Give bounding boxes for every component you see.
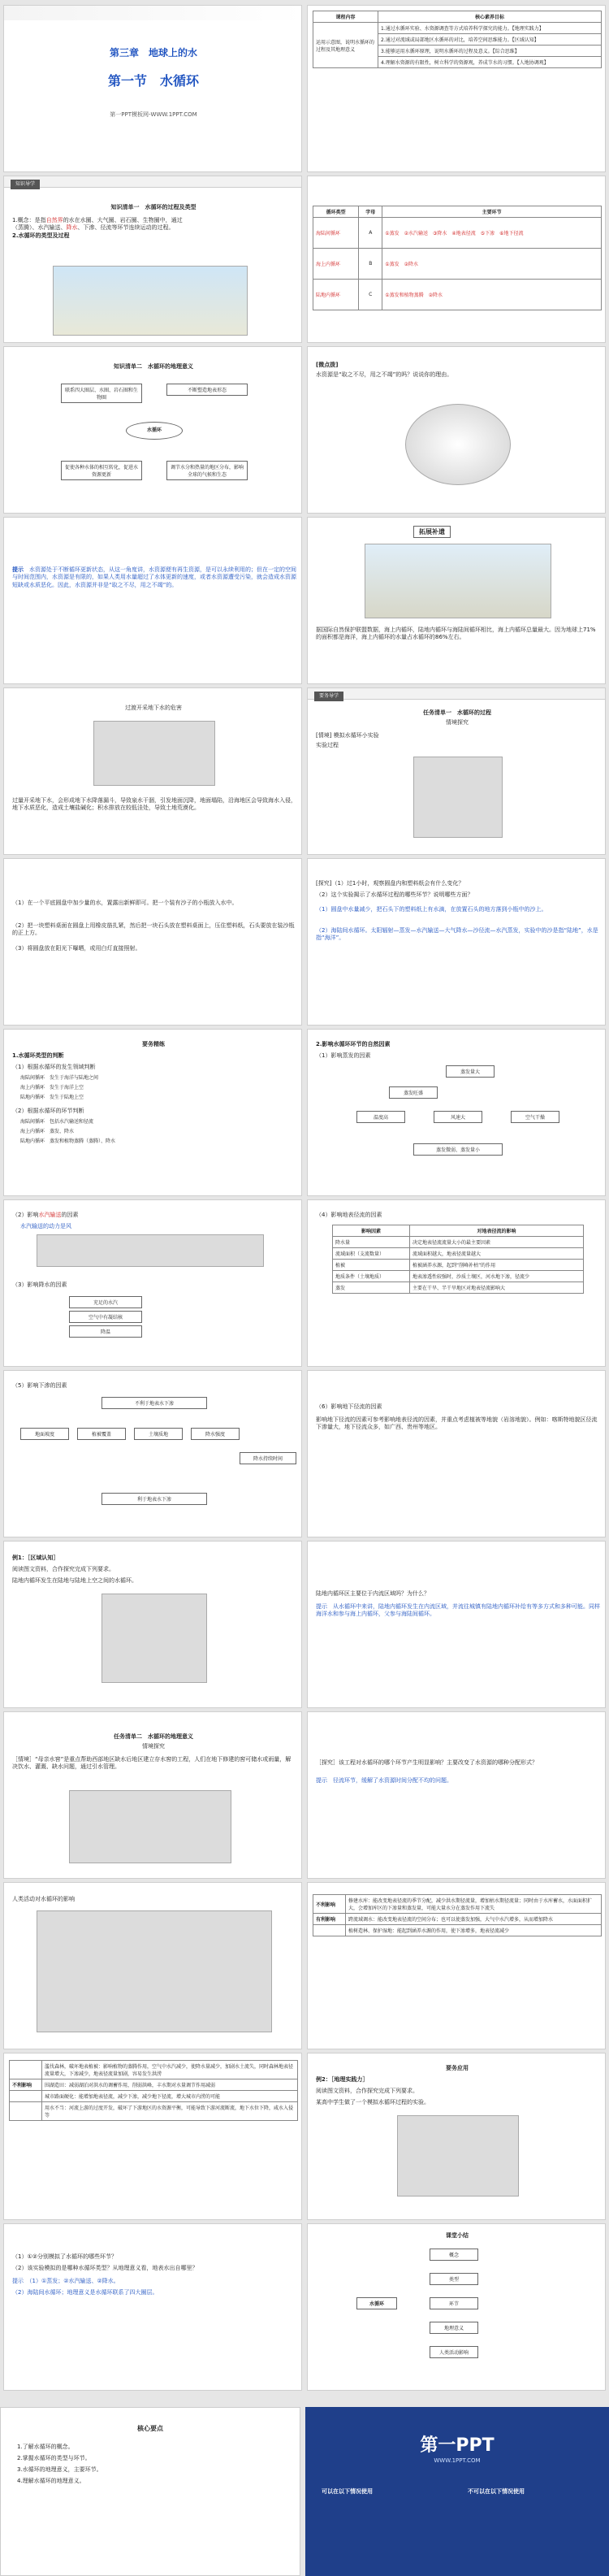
list-title: 知识清单二 水循环的地理意义	[114, 363, 193, 370]
experiment-image	[413, 757, 503, 838]
slide-evaporation	[307, 1029, 606, 1196]
goal-4: 4.理解水资源的有限性，树立科学的资源观，养成节水的习惯。【人地协调观】	[378, 57, 602, 68]
runoff-table: 影响因素 对地表径流的影响 降水量 决定地表径流流量大小的最主要因素 流域面积（支流数量） 流域面积越大，地表径流量越大 植被 植被涵养水源，起到“削峰补枯”的作用 地质条件（土壤地质） 地表渗透性较强时，沙质土壤区，河水地下渗，径流少 蒸发 主要在干旱、半干旱地区对地表径流影响大	[332, 1225, 584, 1294]
factor-soil: 土壤质地	[134, 1428, 183, 1440]
brand-logo: 第一PPT	[420, 2435, 495, 2456]
example-q1: 阅读图文资料，合作探究完成下列要求。	[12, 1566, 114, 1572]
judge-sub-2: （2）根据水循环的环节判断	[12, 1108, 84, 1114]
slide-groundwater-runoff	[307, 1370, 606, 1537]
slide-task-two-answer	[307, 1711, 606, 1879]
slide-extension	[307, 517, 606, 684]
slide-concept	[3, 176, 302, 343]
goal-2: 2.通过对流域或局部地区水循环的对比，培养空间思维能力。【区域认知】	[378, 34, 602, 46]
precip-title: （3）影响降水的因素	[12, 1281, 67, 1288]
a1: 提示 （1）①蒸发；②水汽输送、②降水。	[12, 2278, 119, 2284]
slide-task-one	[307, 687, 606, 855]
infiltration-title: （5）影响下渗的因素	[12, 1382, 67, 1389]
impact-title: 人类活动对水循环的影响	[12, 1896, 75, 1902]
scene-text: ［情境］“母亲水窖”是重点帮助西部地区缺水后地区建立存水窖的工程，人们在地下修建的窖可储水或雨量，解决饮水、灌溉、缺水问题，通过引水管理。	[12, 1756, 292, 1771]
q1: （1）①②分别模拟了水循环的哪些环节？	[12, 2253, 118, 2260]
slide-objectives	[307, 5, 606, 172]
slide-example-1	[3, 1541, 302, 1708]
section-title: 第一节 水循环	[107, 73, 199, 89]
slide-task-two	[3, 1711, 302, 1879]
core-title: 核心要点	[137, 2425, 163, 2432]
task-title: 任务清单一 水循环的过程	[423, 709, 491, 716]
node-wind: 风速大	[434, 1111, 482, 1123]
usage-allowed: 可以在以下情况使用	[322, 2488, 373, 2495]
node-unfavorable: 不利于地表水下渗	[102, 1397, 207, 1409]
core-3: 3.水循环的地理意义，主要环节。	[17, 2466, 102, 2473]
footer-row	[0, 2407, 609, 2576]
key-head: 要务精练	[142, 1041, 165, 1047]
summary-title: 课堂小结	[446, 2232, 469, 2239]
row-3: 陆地内循环 发生于陆地上空	[20, 1095, 84, 1100]
row-1: 海陆间循环 发生于海洋与陆地之间	[20, 1075, 99, 1081]
task-sub: 情境探究	[446, 719, 469, 726]
slide-transport-precip	[3, 1199, 302, 1367]
box-resource: 促使各种水体的相互转化，促进水资源更新	[61, 461, 142, 480]
factors-title: 2.影响水循环环节的自然因素	[316, 1041, 391, 1047]
type-land: 陆地内循环	[313, 280, 359, 310]
slide-brand	[305, 2407, 609, 2576]
gw-title: （6）影响地下径流的因素	[316, 1403, 382, 1410]
answer-text: 提示 水资源处于不断循环更新状态，从这一角度讲，水资源便有再生资源，是可以永续利用的；但在一定的空间与时间范围内，水资源是有限的，如果人类用水量超过了水体更新的速度，或者水资源遭受污染，就会造成水资源短缺或水质恶化。因此，水资源并非是“取之不尽，用之不竭”的。	[12, 566, 296, 588]
task-title: 任务清单二 水循环的地理意义	[114, 1733, 193, 1740]
row-5: 海上内循环 蒸发、降水	[20, 1129, 75, 1134]
node-nuclei: 空气中有凝结核	[69, 1311, 142, 1323]
section-tag: 要务导学	[314, 692, 343, 701]
step-3: （3）将圆盘放在阳光下曝晒，或用白灯直接照射。	[12, 945, 141, 952]
water-cycle-diagram	[53, 266, 248, 336]
goal-3: 3.能够运用水循环原理，说明水循环的过程及意义。【综合思维】	[378, 46, 602, 57]
summary-significance: 地理意义	[430, 2322, 478, 2334]
slide-core-points	[0, 2407, 300, 2576]
example-q2: 某高中学生做了一个模拟水循环过程的实验。	[316, 2099, 430, 2105]
cycle-types-table: 循环类型 字母 主要环节 海陆间循环 A ①蒸发 ②水汽输送 ③降水 ④地表径流 ⑤下渗 ⑥地下径流 海上内循环 B ①蒸发 ②降水 陆地内循环 C ①蒸发和植物蒸腾 ②降水	[313, 206, 602, 310]
transport-text: 水汽输送的动力是风	[20, 1223, 71, 1229]
node-evap-weak: 蒸发微弱、蒸发量小	[413, 1143, 503, 1156]
summary-center: 水循环	[356, 2297, 397, 2309]
evap-title: （1）影响蒸发的因素	[316, 1052, 371, 1059]
groundwater-text: 过量开采地下水，会形成地下水降落漏斗，导致泉水干涸，引发地面沉降，地面塌陷，沿海地区会导致海水入侵，地下水质恶化，造成土壤盐碱化；积水排放在较低洼处，导致土地荒漠化。	[12, 797, 296, 812]
summary-types: 类型	[430, 2273, 478, 2285]
q2: （2）该实验模拟的是哪种水循环类型？从地理意义看，地表水出自哪里？	[12, 2265, 198, 2271]
col-course: 课程内容	[313, 11, 378, 23]
gw-text: 影响地下径流的因素可参考影响地表径流的因素，并重点考虑植被等地貌（岩溶地貌）。例如：喀斯特地貌区径流下渗量大，地下径流众多，如广西、贵州等地区。	[316, 1416, 598, 1431]
example-q1: 阅读图文资料，合作探究完成下列要求。	[316, 2088, 418, 2094]
question-2: （2）这个实验揭示了水循环过程的哪些环节？说明哪些方面？	[316, 891, 473, 898]
answer-2: （2）海陆间水循环。太阳辐射—蒸发—水汽输送—大气降水—沙径流—水汽蒸发，实验中的沙是指“陆地”，水是指“海洋”。	[316, 927, 598, 942]
slide-summary	[307, 2223, 606, 2391]
slide-runoff	[307, 1199, 606, 1367]
core-4: 4.理解水循环的地理意义。	[17, 2478, 85, 2484]
usage-forbidden: 不可以在以下情况使用	[468, 2488, 525, 2495]
tip-question: 水资源是“取之不尽，用之不竭”的吗？说说你的理由。	[316, 371, 453, 378]
top-deco	[4, 6, 302, 20]
answer-1: （1）圆盘中水量减少，把石头下的塑料纸上有水滴，在放置石头的地方落到小瓶中的沙上。	[316, 906, 547, 913]
row-6: 陆地内循环 蒸发和植物蒸腾（蒸腾）、降水	[20, 1138, 116, 1144]
transport-diagram	[37, 1234, 264, 1267]
tip-head: [微点拨]	[316, 362, 339, 368]
factor-duration: 降水持续时间	[240, 1452, 296, 1464]
task-answer: 提示 径流环节，缓解了水资源时间分配不均的问题。	[316, 1777, 452, 1784]
row-2: 海上内循环 发生于海洋上空	[20, 1085, 84, 1091]
header-bar	[4, 176, 302, 188]
slide-title	[3, 5, 302, 172]
slide-cycle-types	[307, 176, 606, 343]
concept-text: 1.概念：是指自然界的水在水圈、大气圈、岩石圈、生物圈中，通过 （蒸腾）、水汽输送、降水、下渗、径流等环节连续运动的过程。 2.水循环的类型及过程	[12, 217, 183, 239]
extension-title: 拓展补遗	[413, 526, 451, 538]
template-credit: 第一PPT模板网-WWW.1PPT.COM	[110, 111, 197, 118]
brand-url[interactable]: WWW.1PPT.COM	[434, 2457, 481, 2464]
box-climate: 调节水分和热量的地区分布，影响全球的气候和生态	[166, 461, 248, 480]
cycle-illustration	[365, 544, 551, 618]
example-q2: 陆地内循环发生在陆地与陆地上空之间的水循环。	[12, 1577, 137, 1584]
node-evap-large: 蒸发量大	[446, 1065, 495, 1078]
row-4: 海陆间循环 包括水汽输送和径流	[20, 1119, 94, 1125]
impact-table-2: 滥伐森林，破坏地表植被：影响植物的蒸腾作用，空气中水汽减少，使降水量减少，加剧水土流失，同时森林地表径流量增大，下渗减少，地表径流量加剧，容易发生洪涝 不利影响 围湖造田：减弱湖泊对洪水的调蓄作用，削弱洪峰，丰水期对水量调节作用减弱 城市路面硬化：能增加地表径流，减少下渗，减少地下径流，增大城市内涝的可能 用水不当：河流上游的过度开发，破坏了下游地区的水资源平衡，可能导致下游河流断流，地下水位下降，咸水入侵等	[9, 2060, 298, 2121]
runoff-title: （4）影响地表径流的因素	[316, 1212, 382, 1218]
core-2: 2.掌握水循环的类型与环节。	[17, 2455, 91, 2461]
node-evap-strong: 蒸发旺盛	[389, 1086, 438, 1099]
factor-slope: 地面坡度	[20, 1428, 69, 1440]
header-bar	[308, 688, 606, 700]
slide-example-2	[307, 2053, 606, 2220]
slide-tip-question	[307, 346, 606, 514]
summary-steps: 环节	[430, 2297, 478, 2309]
fill-precip: 降水	[66, 224, 78, 232]
task-sub: 情境探究	[142, 1743, 165, 1750]
node-temp: 温度高	[356, 1111, 405, 1123]
core-1: 1.了解水循环的概念。	[17, 2444, 74, 2450]
slide-groundwater	[3, 687, 302, 855]
example-answer: 提示 从水循环中来讲，陆地内循环发生在内流区域，并流往城镇有陆地内循环补给有等多方式和多种可能。同样海洋水和参与海上内循环，父参与海陆间循环。	[316, 1603, 600, 1618]
slide-experiment-steps	[3, 858, 302, 1026]
water-photo	[405, 404, 511, 485]
example-title: 例1：［区域认知］	[12, 1555, 59, 1561]
node-cooling: 降温	[69, 1325, 142, 1338]
transport-title: （2）影响水汽输送的因素	[12, 1212, 79, 1218]
judge-title: 1.水循环类型的判断	[12, 1052, 64, 1059]
image-caption: 过渡开采地下水的危害	[125, 705, 182, 711]
box-spheres: 联系四大圈层、水圈、岩石圈和生物圈	[61, 384, 142, 403]
factor-vegetation: 植被覆盖	[77, 1428, 126, 1440]
step-2: （2）把一块塑料桌面在圆盘上用橡皮筋扎紧，然后把一块石头放在塑料桌面上，压住塑料纸，石头要放在装沙瓶的正上方。	[12, 922, 295, 937]
slide-example-2-answer	[3, 2223, 302, 2391]
slide-impact-table-2	[3, 2053, 302, 2220]
type-sea: 海上内循环	[313, 249, 359, 280]
node-vapor: 充足的水汽	[69, 1296, 142, 1308]
item-label: 实验过程	[316, 742, 339, 748]
fill-nature: 自然界	[45, 217, 63, 223]
goal-1: 1.通过水循环实验、水资源调查等方式培养科学探究的能力。【地理实践力】	[378, 23, 602, 34]
a2: （2）海陆间水循环；地理意义是水循环联系了四大圈层。	[12, 2289, 158, 2296]
apply-head: 要务应用	[446, 2065, 469, 2071]
objectives-table	[313, 11, 602, 68]
type-sea-land: 海陆间循环	[313, 218, 359, 249]
node-dry: 空气干燥	[511, 1111, 559, 1123]
example-title: 例2：［地理实践力］	[316, 2076, 369, 2083]
summary-concept: 概念	[430, 2249, 478, 2261]
slide-example-1-answer	[307, 1541, 606, 1708]
factor-intensity: 降水强度	[191, 1428, 240, 1440]
node-favorable: 利于地表水下渗	[102, 1493, 207, 1505]
groundwater-diagram	[93, 721, 215, 786]
extension-text: 据国际自然保护联盟数据，海上内循环，陆地内循环与海陆间循环相比，海上内循环总量最大。因为地球上71%的面积都是海洋，海上内循环的水量占水循环的86%左右。	[316, 627, 596, 641]
slide-experiment-qa	[307, 858, 606, 1026]
list-title: 知识清单一 水循环的过程及类型	[110, 204, 197, 210]
cistern-image	[69, 1790, 231, 1863]
slide-human-impact	[3, 1882, 302, 2049]
slide-infiltration	[3, 1370, 302, 1537]
lab-apparatus-image	[397, 2115, 519, 2197]
center-node: 水循环	[126, 422, 183, 440]
impact-table-1: 不利影响 修建水库：能改变地表径流的季节分配，减少洪水期径流量，增加枯水期径流量；同时由于水库蓄水，水面面积扩大，会增加库区的下渗量和蒸发量，可能大量水分在蒸发作用下流失 有利影响 跨流域调水：能改变地表径流的空间分布；也可以使蒸发加强，大气中水汽增多，从而增加降水 植树造林、保护湿地：能起到涵养水源的作用，使下渗增多，地表径流减少	[313, 1894, 602, 1936]
slide-answer	[3, 517, 302, 684]
scene-label: [情境] 模拟水循环小实验	[316, 732, 379, 739]
course-content: 运用示意图，说明水循环的过程及其地理意义	[313, 23, 378, 68]
judge-sub-1: （1）根据水循环的发生领域判断	[12, 1064, 96, 1070]
step-1: （1）在一个平底圆盘中加少量的水，置露出新鲜即可。把一个装有沙子的小瓶放入水中。	[12, 900, 238, 906]
col-goals: 核心素养目标	[378, 11, 602, 23]
slide-impact-table-1	[307, 1882, 606, 2049]
section-tag: 知识导学	[11, 180, 40, 189]
task-question: ［探究］该工程对水循环的哪个环节产生明显影响？主要改变了水资源的哪种分配形式？	[316, 1759, 538, 1766]
impact-diagram	[37, 1910, 272, 2032]
slide-cycle-judge	[3, 1029, 302, 1196]
land-cycle-image	[102, 1594, 207, 1683]
example-question: 陆地内循环区主要位于内流区域吗？为什么？	[316, 1590, 430, 1597]
box-landform: 不断塑造地表形态	[166, 384, 248, 396]
slide-significance	[3, 346, 302, 514]
chapter-title: 第三章 地球上的水	[109, 47, 197, 59]
question-1: [探究]（1）过1小时，观察圆盘内和塑料纸会有什么变化？	[316, 880, 464, 887]
summary-human: 人类活动影响	[430, 2346, 478, 2358]
